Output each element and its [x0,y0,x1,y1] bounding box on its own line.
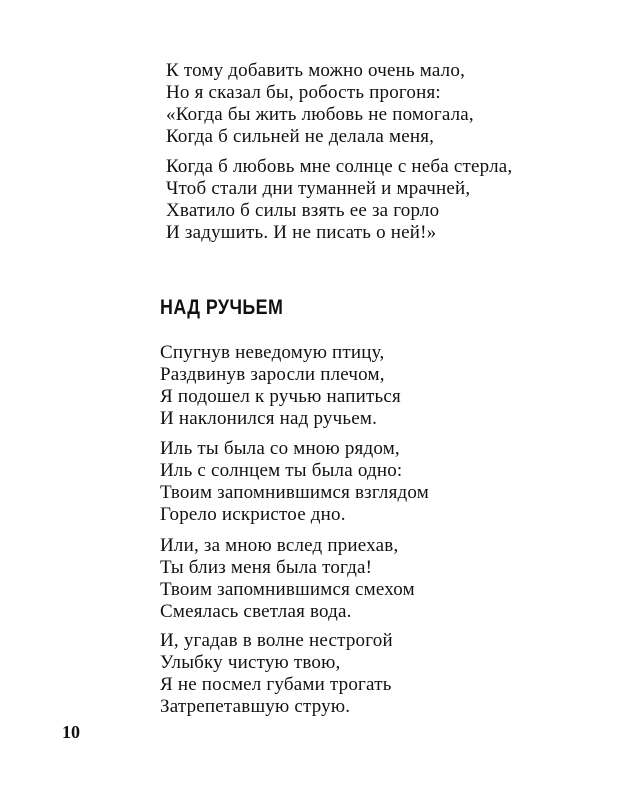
verse-line: Улыбку чистую твою, [160,652,341,673]
verse-line: Твоим запомнившимся смехом [160,579,415,600]
verse-line: Затрепетавшую струю. [160,696,351,717]
verse-line: Когда б любовь мне солнце с неба стерла, [166,156,513,177]
page-number: 10 [62,722,80,742]
verse-line: Иль с солнцем ты была одно: [160,460,403,481]
verse-line: Чтоб стали дни туманней и мрачней, [166,178,471,199]
verse-line: Когда б сильней не делала меня, [166,126,435,147]
verse-line: Смеялась светлая вода. [160,601,352,622]
verse-line: Я подошел к ручью напиться [160,386,401,407]
verse-line: И задушить. И не писать о ней!» [166,222,437,243]
verse-line: И наклонился над ручьем. [160,408,378,429]
stanza-6 [160,630,393,718]
stanza-4 [160,438,429,526]
verse-line: Спугнув неведомую птицу, [160,342,385,363]
poem-title: НАД РУЧЬЕМ [160,296,284,319]
verse-line: Твоим запомнившимся взглядом [160,482,429,503]
stanza-1 [166,60,474,148]
stanza-2 [166,156,512,244]
verse-line: Хватило б силы взять ее за горло [166,200,440,221]
verse-line: Я не посмел губами трогать [160,674,392,695]
verse-line: Горело искристое дно. [160,504,346,525]
stanza-5 [160,535,415,623]
verse-line: Иль ты была со мною рядом, [160,438,400,459]
verse-line: Или, за мною вслед приехав, [160,535,399,556]
stanza-3 [160,342,401,430]
verse-line: И, угадав в волне нестрогой [160,630,393,651]
verse-line: «Когда бы жить любовь не помогала, [166,104,474,125]
verse-line: Ты близ меня была тогда! [160,557,373,578]
verse-line: Но я сказал бы, робость прогоня: [166,82,441,103]
verse-line: Раздвинув заросли плечом, [160,364,385,385]
verse-line: К тому добавить можно очень мало, [166,60,466,81]
